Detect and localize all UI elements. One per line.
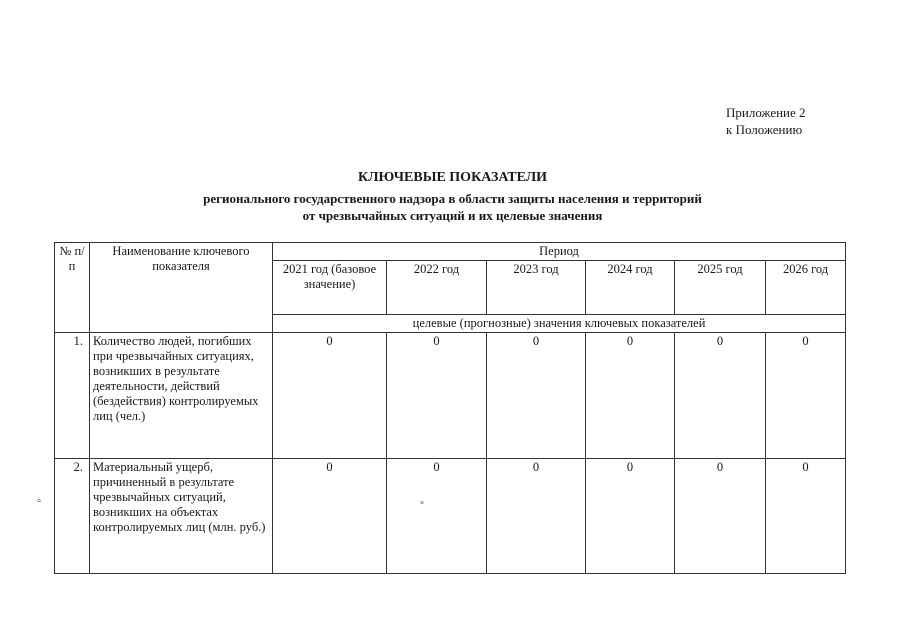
row-value-2025: 0 [675, 333, 766, 459]
row-indicator-name: Материальный ущерб, причиненный в результате чрезвычайных ситуаций, возникших на объектах контролируемых лиц (млн. руб.) [90, 459, 273, 574]
row-value-2023: 0 [487, 459, 586, 574]
row-value-2026: 0 [766, 459, 846, 574]
header-target-values: целевые (прогнозные) значения ключевых показателей [273, 315, 846, 333]
scan-speck: ° [420, 500, 424, 511]
row-value-2024: 0 [586, 459, 675, 574]
title-line-3: от чрезвычайных ситуаций и их целевые значения [302, 208, 603, 223]
header-year-2022: 2022 год [387, 261, 487, 315]
title-line-1: КЛЮЧЕВЫЕ ПОКАЗАТЕЛИ [357, 170, 548, 185]
header-year-2025: 2025 год [675, 261, 766, 315]
title-line-2: регионального государственного надзора в области защиты населения и территорий [203, 191, 702, 206]
table-row [55, 459, 846, 574]
scan-speck: ° [37, 498, 41, 509]
row-indicator-name: Количество людей, погибших при чрезвычайных ситуациях, возникших в результате деятельности, действий (бездействия) контролируемых лиц (чел.) [90, 333, 273, 459]
row-value-2024: 0 [586, 333, 675, 459]
header-number: № п/п [55, 243, 90, 333]
header-year-2023: 2023 год [487, 261, 586, 315]
row-value-2023: 0 [487, 333, 586, 459]
row-value-2022: 0 [387, 459, 487, 574]
appendix-note [726, 104, 806, 138]
row-value-2021: 0 [273, 333, 387, 459]
appendix-line-1: Приложение 2 [726, 105, 806, 120]
header-row-period [55, 243, 846, 261]
row-value-2025: 0 [675, 459, 766, 574]
header-year-2026: 2026 год [766, 261, 846, 315]
header-period: Период [273, 243, 846, 261]
appendix-line-2: к Положению [726, 122, 803, 137]
key-indicators-table [54, 242, 846, 574]
row-value-2022: 0 [387, 333, 487, 459]
row-value-2021: 0 [273, 459, 387, 574]
header-year-2024: 2024 год [586, 261, 675, 315]
header-year-2021: 2021 год (базовое значение) [273, 261, 387, 315]
row-number: 2. [55, 459, 90, 574]
header-indicator-name: Наименование ключевого показателя [90, 243, 273, 333]
row-number: 1. [55, 333, 90, 459]
row-value-2026: 0 [766, 333, 846, 459]
table-row [55, 333, 846, 459]
